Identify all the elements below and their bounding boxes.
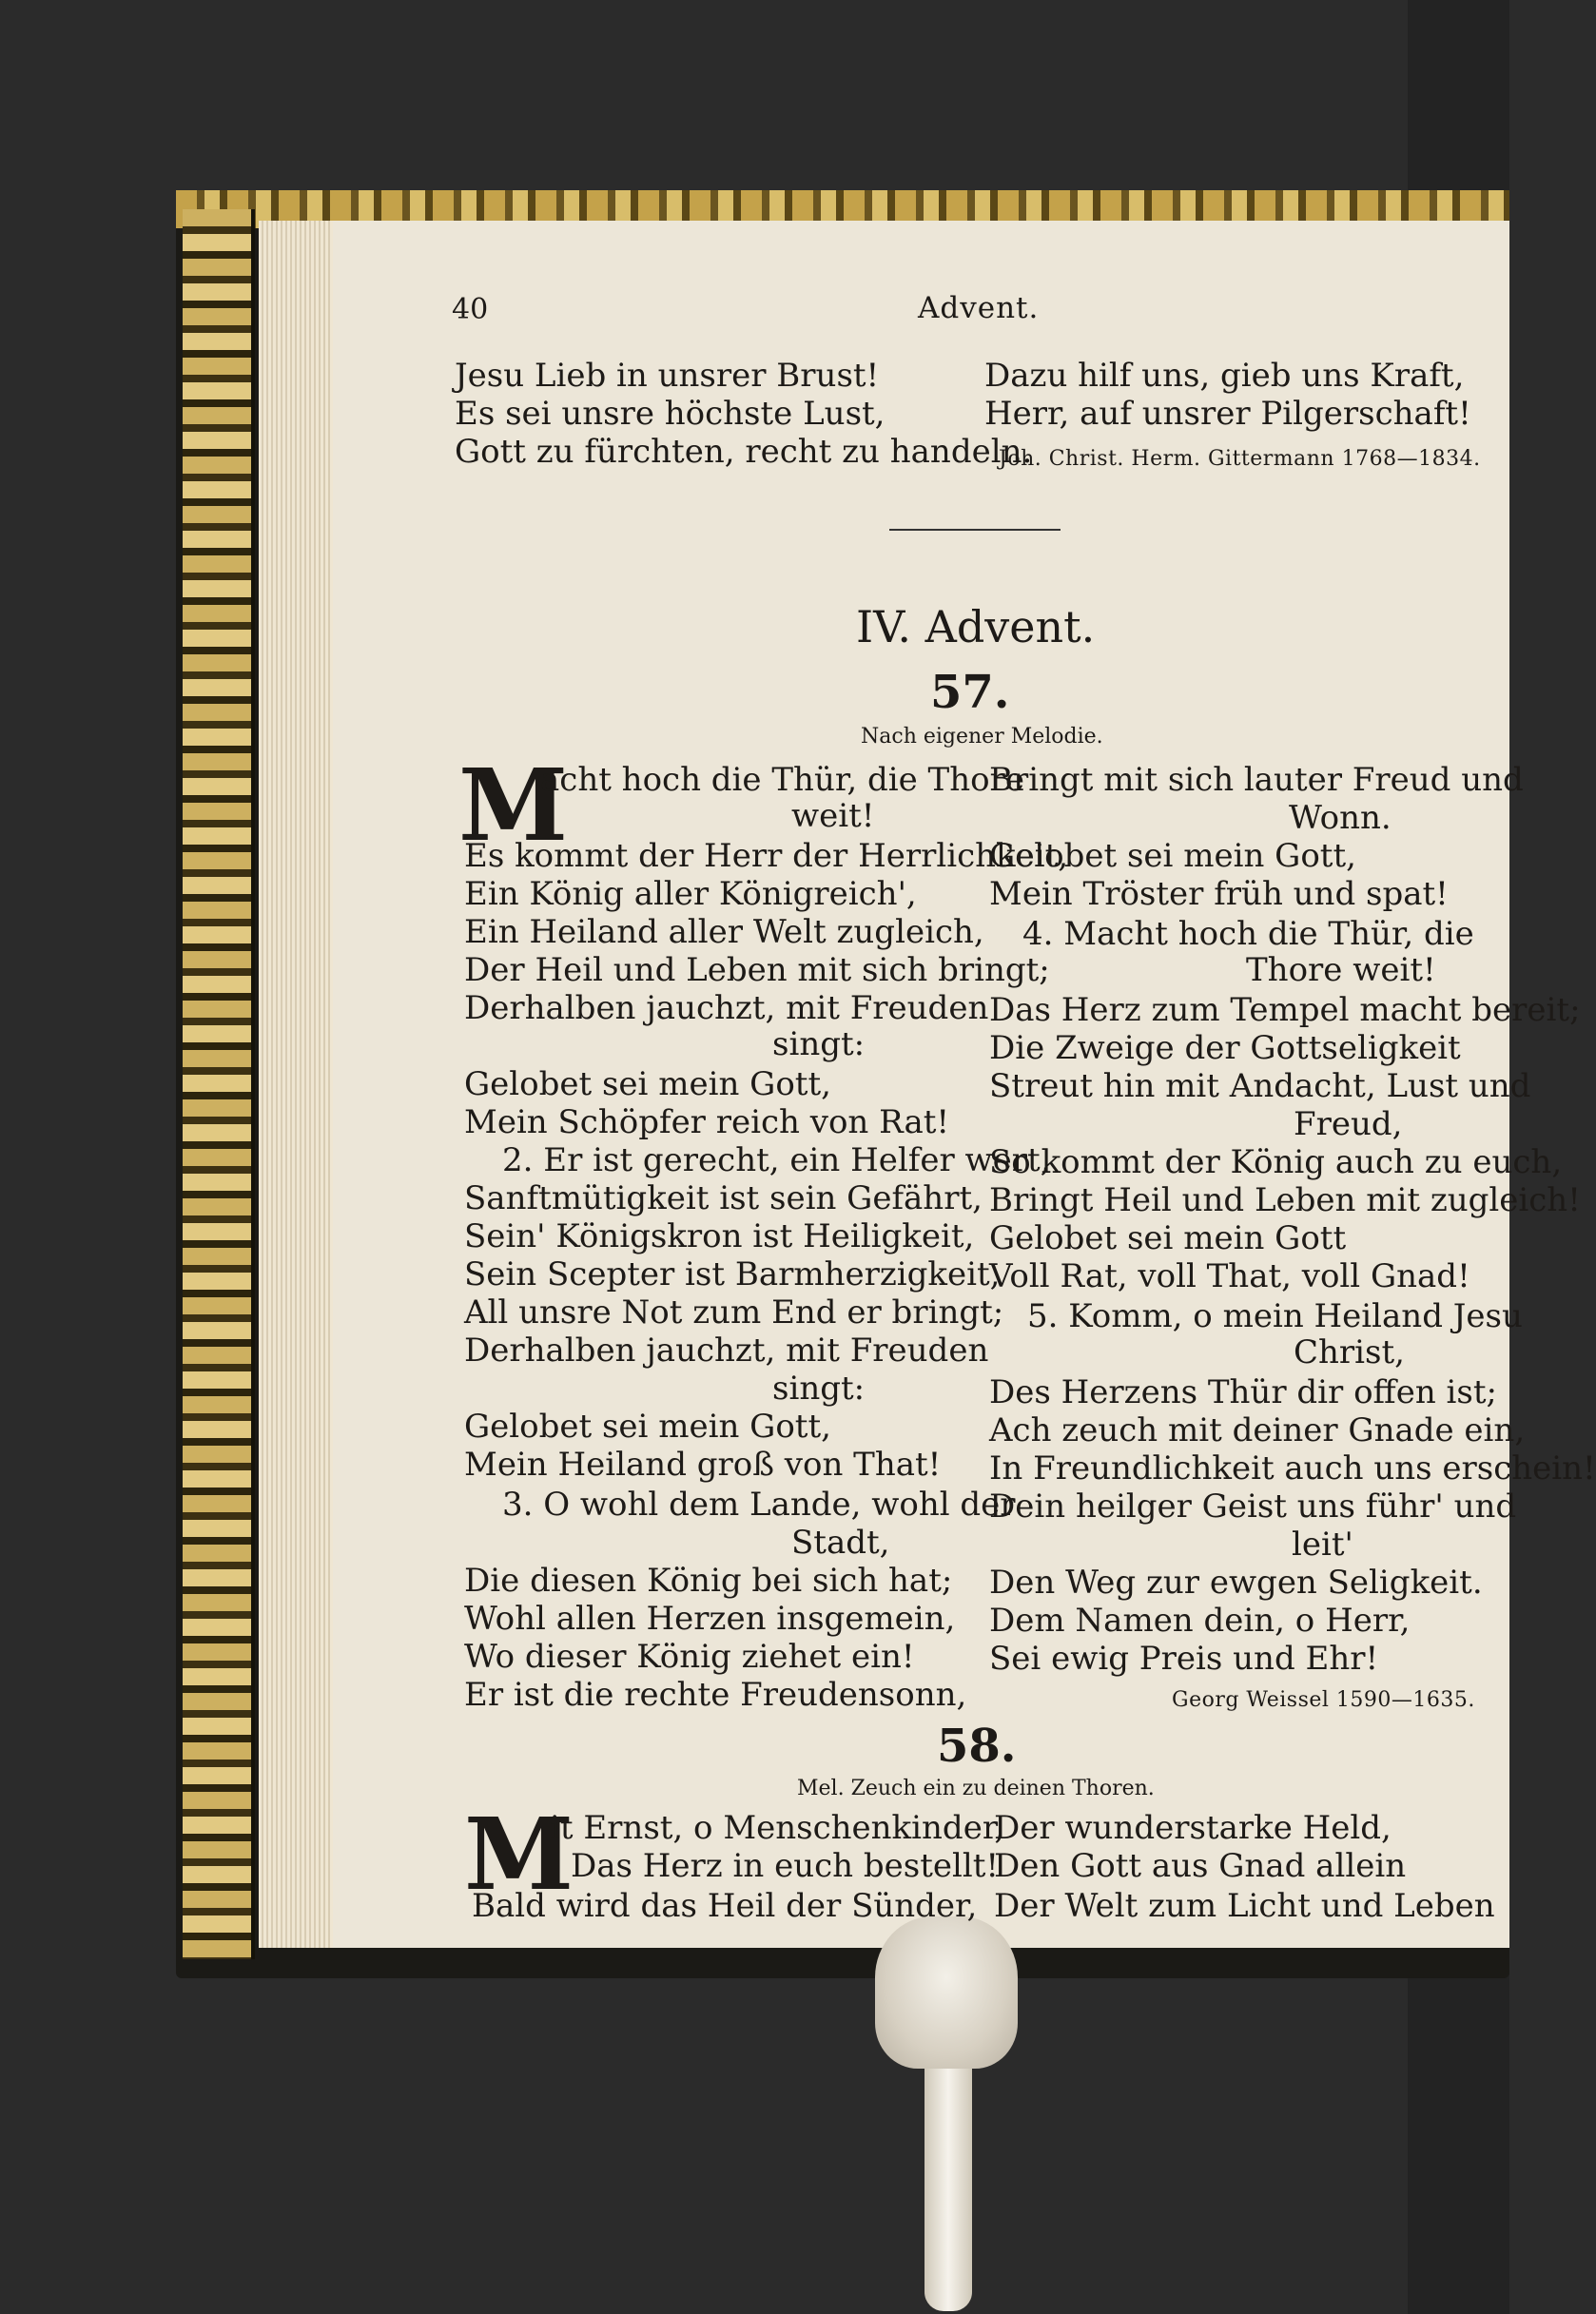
verse-line: Gelobet sei mein Gott, — [464, 1065, 831, 1103]
verse-line: Voll Rat, voll That, voll Gnad! — [989, 1257, 1470, 1295]
top-left-line: Gott zu fürchten, recht zu handeln. — [455, 433, 1033, 471]
verse-line: Bald wird das Heil der Sünder, — [472, 1887, 978, 1925]
drop-cap: M — [458, 747, 569, 864]
verse-line: Sein' Königskron ist Heiligkeit, — [464, 1217, 975, 1255]
verse-line: 2. Er ist gerecht, ein Helfer wert, — [502, 1141, 1051, 1179]
verse-line: Der Welt zum Licht und Leben — [994, 1887, 1495, 1925]
verse-line: Thore weit! — [1246, 951, 1436, 989]
verse-line: Die Zweige der Gottseligkeit — [989, 1029, 1461, 1067]
verse-line: acht hoch die Thür, die Thore — [540, 761, 1024, 799]
page-edges — [259, 221, 337, 1948]
verse-line: Den Weg zur ewgen Seligkeit. — [989, 1564, 1483, 1602]
hymn-number: 58. — [937, 1720, 1017, 1773]
verse-line: Die diesen König bei sich hat; — [464, 1562, 953, 1600]
verse-line: Freud, — [1294, 1105, 1403, 1143]
verse-line: Ein König aller Königreich', — [464, 875, 917, 913]
melody-note: Nach eigener Melodie. — [861, 725, 1103, 749]
ornamental-spine — [183, 209, 255, 1959]
divider-rule — [889, 529, 1061, 531]
verse-line: 5. Komm, o mein Heiland Jesu — [1027, 1297, 1523, 1335]
verse-line: All unsre Not zum End er bringt; — [464, 1293, 1004, 1332]
verse-line: Ach zeuch mit deiner Gnade ein, — [989, 1411, 1526, 1449]
verse-line: Wohl allen Herzen insgemein, — [464, 1600, 956, 1638]
verse-line: Bringt mit sich lauter Freud und — [989, 761, 1524, 799]
verse-line: Das Herz in euch bestellt! — [571, 1847, 1000, 1885]
author-credit: Joh. Christ. Herm. Gittermann 1768—1834. — [999, 447, 1481, 471]
top-right-line: Herr, auf unsrer Pilgerschaft! — [984, 395, 1471, 433]
drop-cap: M — [464, 1796, 574, 1913]
verse-line: weit! — [791, 797, 875, 835]
verse-line: Es kommt der Herr der Herrlichkeit, — [464, 837, 1069, 875]
top-left-line: Jesu Lieb in unsrer Brust! — [455, 357, 880, 395]
bookmark-tassel — [875, 1916, 1018, 2069]
verse-line: Sei ewig Preis und Ehr! — [989, 1640, 1379, 1678]
verse-line: Der wunderstarke Held, — [994, 1809, 1392, 1847]
running-head: Advent. — [918, 291, 1040, 325]
verse-line: Streut hin mit Andacht, Lust und — [989, 1067, 1531, 1105]
top-left-line: Es sei unsre höchste Lust, — [455, 395, 886, 433]
verse-line: Dem Namen dein, o Herr, — [989, 1602, 1411, 1640]
verse-line: So kommt der König auch zu euch, — [989, 1143, 1563, 1181]
verse-line: it Ernst, o Menschenkinder, — [550, 1809, 1005, 1847]
verse-line: Stadt, — [791, 1524, 890, 1562]
verse-line: Ein Heiland aller Welt zugleich, — [464, 913, 984, 951]
verse-line: Der Heil und Leben mit sich bringt; — [464, 951, 1050, 989]
verse-line: leit' — [1292, 1526, 1353, 1564]
verse-line: Christ, — [1294, 1333, 1405, 1371]
verse-line: 3. O wohl dem Lande, wohl der — [502, 1486, 1016, 1524]
verse-line: Gelobet sei mein Gott — [989, 1219, 1347, 1257]
verse-line: Er ist die rechte Freudensonn, — [464, 1676, 967, 1714]
author-credit: Georg Weissel 1590—1635. — [1172, 1688, 1475, 1712]
verse-line: Bringt Heil und Leben mit zugleich! — [989, 1181, 1581, 1219]
verse-line: Mein Tröster früh und spat! — [989, 875, 1449, 913]
top-right-line: Dazu hilf uns, gieb uns Kraft, — [984, 357, 1465, 395]
verse-line: Den Gott aus Gnad allein — [994, 1847, 1407, 1885]
verse-line: Des Herzens Thür dir offen ist; — [989, 1373, 1497, 1411]
verse-line: Sein Scepter ist Barmherzigkeit, — [464, 1255, 1001, 1293]
verse-line: Mein Schöpfer reich von Rat! — [464, 1103, 950, 1141]
verse-line: Das Herz zum Tempel macht bereit; — [989, 991, 1581, 1029]
section-title: IV. Advent. — [856, 601, 1096, 652]
verse-line: Mein Heiland groß von That! — [464, 1446, 942, 1484]
verse-line: singt: — [772, 1025, 866, 1063]
verse-line: Derhalben jauchzt, mit Freuden — [464, 1332, 989, 1370]
verse-line: singt: — [772, 1370, 866, 1408]
verse-line: Dein heilger Geist uns führ' und — [989, 1488, 1517, 1526]
verse-line: 4. Macht hoch die Thür, die — [1022, 915, 1474, 953]
melody-note: Mel. Zeuch ein zu deinen Thoren. — [797, 1777, 1155, 1800]
verse-line: Derhalben jauchzt, mit Freuden — [464, 989, 989, 1027]
verse-line: Wonn. — [1289, 799, 1392, 837]
verse-line: Wo dieser König ziehet ein! — [464, 1638, 915, 1676]
verse-line: Sanftmütigkeit ist sein Gefährt, — [464, 1179, 983, 1217]
verse-line: Gelobet sei mein Gott, — [989, 837, 1356, 875]
verse-line: Gelobet sei mein Gott, — [464, 1408, 831, 1446]
page-number: 40 — [452, 293, 489, 326]
verse-line: In Freundlichkeit auch uns erschein! — [989, 1449, 1596, 1488]
hymn-number: 57. — [930, 666, 1010, 719]
